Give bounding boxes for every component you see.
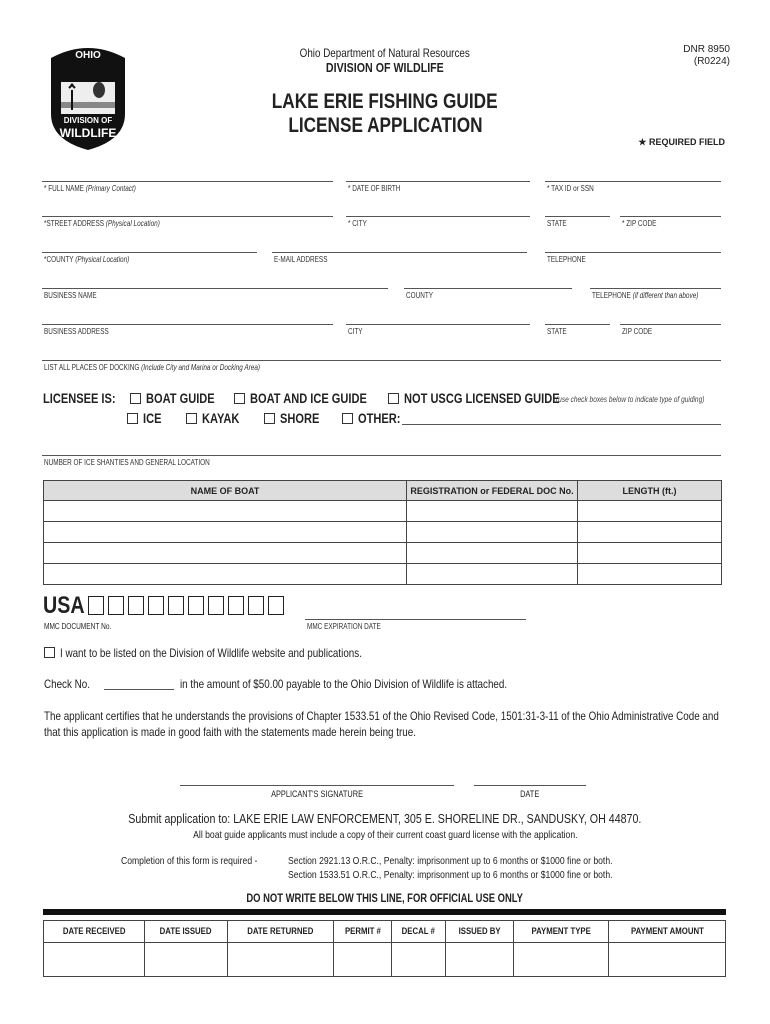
length-cell[interactable] <box>578 543 722 564</box>
checkbox[interactable] <box>127 413 138 424</box>
mmc-digit-box[interactable] <box>88 596 104 615</box>
official-use-table <box>43 920 726 977</box>
logo-ohio: OHIO <box>75 50 101 61</box>
mmc-digit-box[interactable] <box>188 596 204 615</box>
mmc-digit-box[interactable] <box>128 596 144 615</box>
field-county[interactable]: *COUNTY (Physical Location) <box>42 252 257 282</box>
field-full-name[interactable]: * FULL NAME (Primary Contact) <box>42 181 333 211</box>
mmc-digit-box[interactable] <box>268 596 284 615</box>
official-cell <box>227 943 333 977</box>
official-use-notice: DO NOT WRITE BELOW THIS LINE, FOR OFFICIAL USE ONLY <box>246 893 524 905</box>
boat-name-cell[interactable] <box>44 564 407 585</box>
signature-label: APPLICANT'S SIGNATURE <box>271 789 363 799</box>
mmc-digit-box[interactable] <box>228 596 244 615</box>
licensee-option-kayak[interactable]: KAYAK <box>186 411 248 426</box>
submit-note: All boat guide applicants must include a copy of their current coast guard license with the application. <box>192 829 578 841</box>
checkbox[interactable] <box>186 413 197 424</box>
mmc-expiration-input[interactable]: MMC EXPIRATION DATE <box>305 619 526 620</box>
checkbox[interactable] <box>130 393 141 404</box>
official-cell <box>44 943 145 977</box>
licensee-option-shore[interactable]: SHORE <box>264 411 328 426</box>
field-street-address[interactable]: *STREET ADDRESS (Physical Location) <box>42 216 333 246</box>
form-revision: (R0224) <box>693 56 730 67</box>
agency-name: Ohio Department of Natural Resources <box>299 46 471 60</box>
checkbox[interactable] <box>388 393 399 404</box>
licensee-option-other[interactable]: OTHER: <box>342 411 410 426</box>
boat-name-cell[interactable] <box>44 543 407 564</box>
form-title-line1: LAKE ERIE FISHING GUIDE <box>272 90 498 113</box>
checkbox[interactable] <box>342 413 353 424</box>
mmc-digit-box[interactable] <box>148 596 164 615</box>
official-header: PAYMENT AMOUNT <box>609 921 726 943</box>
mmc-digit-box[interactable] <box>168 596 184 615</box>
form-number: DNR 8950 <box>683 44 730 55</box>
registration-cell[interactable] <box>407 564 578 585</box>
field-business-name[interactable]: BUSINESS NAME <box>42 288 388 318</box>
star-icon: ★ <box>638 137 649 147</box>
official-header: PAYMENT TYPE <box>513 921 608 943</box>
boat-name-header: NAME OF BOAT <box>44 481 407 501</box>
length-cell[interactable] <box>578 501 722 522</box>
licensee-option-not-uscg-licensed-guide[interactable]: NOT USCG LICENSED GUIDE <box>388 391 594 406</box>
field-zip-code[interactable]: * ZIP CODE <box>620 216 721 246</box>
official-header: DATE RETURNED <box>227 921 333 943</box>
field-number-of-ice-shanties-and-general-location[interactable]: NUMBER OF ICE SHANTIES AND GENERAL LOCATION <box>42 455 721 485</box>
form-title-line2: LICENSE APPLICATION <box>287 114 483 137</box>
mmc-digit-box[interactable] <box>108 596 124 615</box>
field-state[interactable]: STATE <box>545 324 610 354</box>
registration-header: REGISTRATION or FEDERAL DOC No. <box>407 481 578 501</box>
field-city[interactable]: CITY <box>346 324 530 354</box>
logo-division: DIVISION OF <box>63 116 113 125</box>
checkbox[interactable] <box>234 393 245 404</box>
usa-prefix: USA <box>43 592 85 619</box>
mmc-doc-label: MMC DOCUMENT No. <box>44 622 112 631</box>
required-field-note: ★ REQUIRED FIELD <box>638 137 725 147</box>
checkbox[interactable] <box>264 413 275 424</box>
field-date-of-birth[interactable]: * DATE OF BIRTH <box>346 181 530 211</box>
boat-name-cell[interactable] <box>44 522 407 543</box>
field-state[interactable]: STATE <box>545 216 610 246</box>
licensee-label: LICENSEE IS: <box>43 391 116 406</box>
official-header: DATE RECEIVED <box>44 921 145 943</box>
signature-input[interactable] <box>180 785 454 786</box>
mmc-digit-box[interactable] <box>248 596 264 615</box>
division-of-wildlife-logo <box>47 44 129 152</box>
date-label: DATE <box>520 789 540 799</box>
check-number-line: Check No. <box>44 677 90 691</box>
field-telephone[interactable]: TELEPHONE <box>545 252 721 282</box>
penalty-line1: Section 2921.13 O.R.C., Penalty: imprisonment up to 6 months or $1000 fine or both. <box>288 855 613 867</box>
submit-address: Submit application to: LAKE ERIE LAW ENFORCEMENT, 305 E. SHORELINE DR., SANDUSKY, OH 44870. <box>128 811 642 826</box>
length-cell[interactable] <box>578 522 722 543</box>
division-name: DIVISION OF WILDLIFE <box>326 60 444 75</box>
field-tax-id-or-ssn[interactable]: * TAX ID or SSN <box>545 181 721 211</box>
official-cell <box>446 943 514 977</box>
field-e-mail-address[interactable]: E-MAIL ADDRESS <box>272 252 527 282</box>
other-input[interactable] <box>402 424 721 425</box>
licensee-option-ice[interactable]: ICE <box>127 411 166 426</box>
registration-cell[interactable] <box>407 522 578 543</box>
boat-row <box>44 543 722 564</box>
certification-text: The applicant certifies that he understands the provisions of Chapter 1533.51 of the Ohio Revised Code, 1501:31-3-11 of the Ohio Administrative Code and that this application is made in good faith with the statements made herein being true. <box>44 709 719 739</box>
field-zip-code[interactable]: ZIP CODE <box>620 324 721 354</box>
boat-row <box>44 522 722 543</box>
field-county[interactable]: COUNTY <box>404 288 572 318</box>
official-cell <box>609 943 726 977</box>
boat-table <box>43 480 722 585</box>
licensee-option-boat-and-ice-guide[interactable]: BOAT AND ICE GUIDE <box>234 391 393 406</box>
mmc-document-boxes[interactable] <box>88 596 288 620</box>
boat-row <box>44 501 722 522</box>
official-cell <box>513 943 608 977</box>
check-number-input[interactable] <box>104 689 174 690</box>
check-amount-text: in the amount of $50.00 payable to the Ohio Division of Wildlife is attached. <box>180 677 508 691</box>
mmc-digit-box[interactable] <box>208 596 224 615</box>
official-header: PERMIT # <box>333 921 391 943</box>
length-header: LENGTH (ft.) <box>578 481 722 501</box>
registration-cell[interactable] <box>407 501 578 522</box>
official-header: DATE ISSUED <box>144 921 227 943</box>
licensee-option-boat-guide[interactable]: BOAT GUIDE <box>130 391 230 406</box>
boat-row <box>44 564 722 585</box>
official-header: DECAL # <box>392 921 446 943</box>
registration-cell[interactable] <box>407 543 578 564</box>
penalty-line2: Section 1533.51 O.R.C., Penalty: imprisonment up to 6 months or $1000 fine or both. <box>288 869 613 881</box>
divider-bar <box>43 909 726 915</box>
official-cell <box>144 943 227 977</box>
field-telephone[interactable]: TELEPHONE (if different than above) <box>590 288 721 318</box>
logo-wildlife: WILDLIFE <box>59 126 117 140</box>
licensee-note: (use check boxes below to indicate type of guiding) <box>556 395 705 404</box>
boat-name-cell[interactable] <box>44 501 407 522</box>
listing-option[interactable]: I want to be listed on the Division of Wildlife website and publications. <box>44 646 428 660</box>
official-cell <box>392 943 446 977</box>
field-city[interactable]: * CITY <box>346 216 530 246</box>
listing-checkbox[interactable] <box>44 647 55 658</box>
field-business-address[interactable]: BUSINESS ADDRESS <box>42 324 333 354</box>
length-cell[interactable] <box>578 564 722 585</box>
official-header: ISSUED BY <box>446 921 514 943</box>
date-input[interactable] <box>474 785 586 786</box>
field-list-all-places-of-docking[interactable]: LIST ALL PLACES OF DOCKING (Include City and Marina or Docking Area) <box>42 360 721 390</box>
penalty-prefix: Completion of this form is required - <box>121 855 258 867</box>
official-cell <box>333 943 391 977</box>
